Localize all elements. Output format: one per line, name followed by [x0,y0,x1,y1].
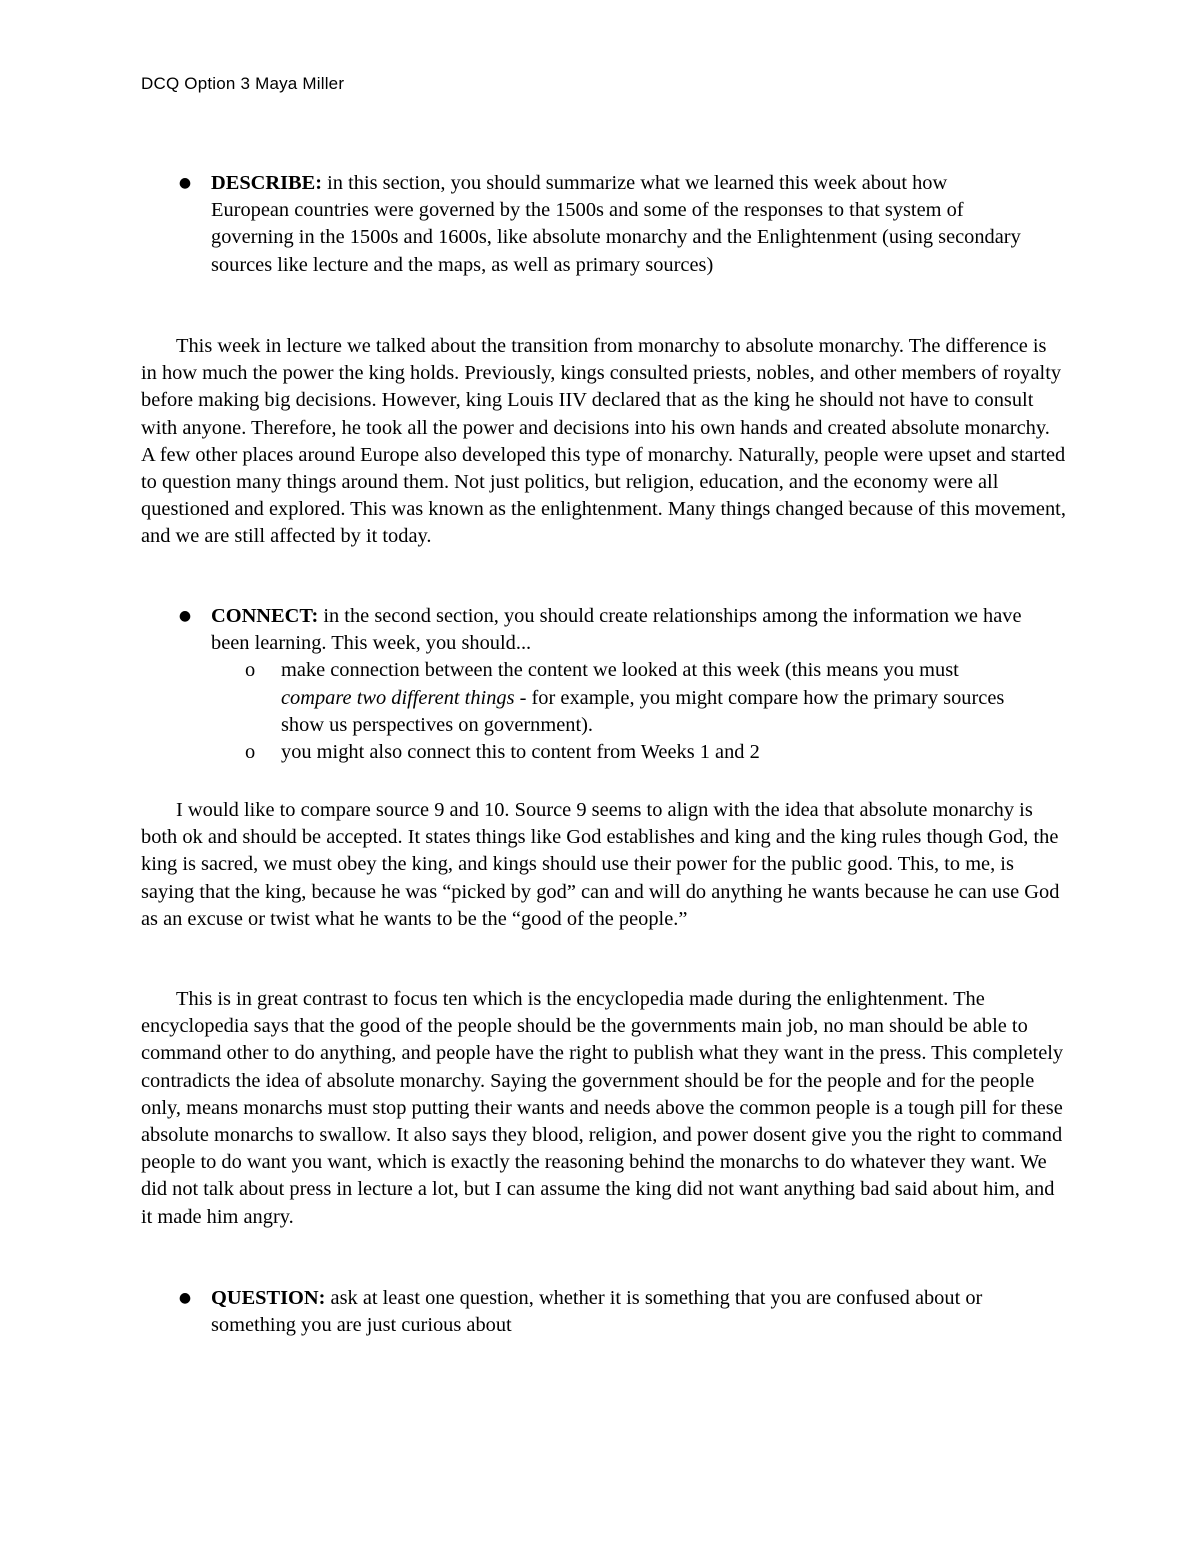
document-header: DCQ Option 3 Maya Miller [141,74,345,93]
connect-sub-item-1 [211,657,1066,739]
describe-instructions: in this section, you should summarize what we learned this week about how European countries were governed by the 1500s and some of the responses to that system of governing in the 1500s and 1600s, like absolute monarchy and the Enlightenment (using secondary sources like lecture and the maps, as well as primary sources) [211,172,1021,276]
sub-bullet-marker: o [245,741,256,764]
question-instructions: ask at least one question, whether it is something that you are confused about or something you are just curious about [211,1287,983,1337]
describe-bullet [141,170,1066,279]
connect-label: CONNECT: [211,605,319,627]
connect-sub-item-2 [211,739,1066,766]
paragraph-2 [141,797,1066,933]
paragraph-3 [141,986,1066,1231]
connect-sub-item-2-text: you might also connect this to content from Weeks 1 and 2 [281,741,760,764]
sub-item-1-part-a: make connection between the content we looked at this week (this means you must [281,659,959,682]
paragraph-1-text: This week in lecture we talked about the transition from monarchy to absolute monarchy. The difference is in how much the power the king holds. Previously, kings consulted priests, nobles, and other members of royalty before making big decisions. However, king Louis IIV declared that as the king he should not have to consult with anyone. Therefore, he took all the power and decisions into his own hands and created absolute monarchy. A few other places around Europe also developed this type of monarchy. Naturally, people were upset and started to question many things around them. Not just politics, but religion, education, and the economy were all questioned and explored. This was known as the enlightenment. Many things changed because of this movement, and we are still affected by it today. [141,335,1066,548]
connect-bullet [141,603,1066,766]
sub-item-1-part-b: - for example, you might compare how the primary sources show us perspectives on government). [281,686,1005,736]
paragraph-2-text: I would like to compare source 9 and 10. Source 9 seems to align with the idea that absolute monarchy is both ok and should be accepted. It states things like God establishes and king and the king rules though God, the king is sacred, we must obey the king, and kings should use their power for the public good. This, to me, is saying that the king, because he was “picked by god” can and will do anything he wants because he can use God as an excuse or twist what he wants to be the “good of the people.” [141,799,1060,930]
connect-instructions: in the second section, you should create relationships among the information we have been learning. This week, you should... [211,605,1022,655]
bullet-icon: ● [178,175,192,191]
bullet-icon: ● [178,1290,192,1306]
sub-bullet-marker: o [245,659,256,682]
paragraph-1 [141,333,1066,551]
sub-item-1-emphasis: compare two different things [281,686,515,709]
question-label: QUESTION: [211,1287,326,1309]
connect-bullet-text [211,603,1026,657]
bullet-icon: ● [178,608,192,624]
describe-bullet-text [211,170,1026,279]
connect-sub-item-1-text [281,657,1026,739]
question-bullet-text [211,1285,1026,1339]
describe-label: DESCRIBE: [211,172,323,194]
paragraph-3-text: This is in great contrast to focus ten which is the encyclopedia made during the enlightenment. The encyclopedia says that the good of the people should be the governments main job, no man should be able to command other to do anything, and people have the right to publish what they want in the press. This completely contradicts the idea of absolute monarchy. Saying the government should be for the people and for the people only, means monarchs must stop putting their wants and needs above the common people is a tough pill for these absolute monarchs to swallow. It also says they blood, religion, and power dosent give you the right to command people to do want you want, which is exactly the reasoning behind the monarchs to do whatever they want. We did not talk about press in lecture a lot, but I can assume the king did not want anything bad said about him, and it made him angry. [141,988,1064,1228]
question-bullet [141,1285,1066,1339]
